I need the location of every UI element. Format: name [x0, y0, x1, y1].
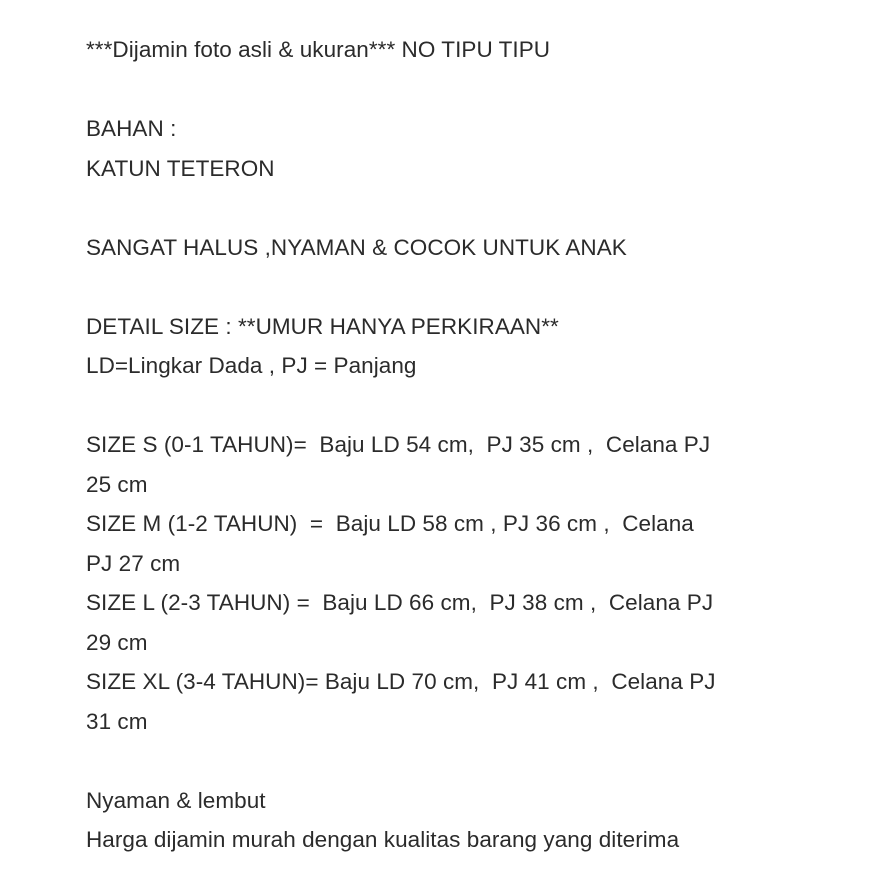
size-entry-xl: [86, 662, 806, 741]
size-legend: LD=Lingkar Dada , PJ = Panjang: [86, 353, 417, 378]
size-entry-s: [86, 425, 806, 504]
spacer: [86, 741, 806, 781]
material-heading: BAHAN :: [86, 116, 177, 141]
size-line: SIZE S (0-1 TAHUN)= Baju LD 54 cm, PJ 35 cm , Celana PJ: [86, 432, 711, 457]
intro-text: ***Dijamin foto asli & ukuran*** NO TIPU TIPU: [86, 37, 551, 62]
size-line-continued: 31 cm: [86, 708, 148, 734]
feature-text: SANGAT HALUS ,NYAMAN & COCOK UNTUK ANAK: [86, 234, 627, 260]
size-line-continued: PJ 27 cm: [86, 550, 181, 576]
closing-text: Harga dijamin murah dengan kualitas barang yang diterima: [86, 827, 680, 852]
size-line: SIZE L (2-3 TAHUN) = Baju LD 66 cm, PJ 38 cm , Celana PJ: [86, 590, 714, 615]
size-line-continued: 25 cm: [86, 471, 148, 497]
spacer: [86, 267, 806, 307]
size-list: [86, 425, 806, 741]
material-value: KATUN TETERON: [86, 155, 275, 181]
product-description: [86, 30, 806, 860]
size-heading: DETAIL SIZE : **UMUR HANYA PERKIRAAN**: [86, 313, 559, 339]
size-entry-m: [86, 504, 806, 583]
size-line: SIZE M (1-2 TAHUN) = Baju LD 58 cm , PJ 36 cm , Celana: [86, 511, 694, 536]
spacer: [86, 386, 806, 426]
spacer: [86, 70, 806, 110]
size-line-continued: 29 cm: [86, 629, 148, 655]
spacer: [86, 188, 806, 228]
size-line: SIZE XL (3-4 TAHUN)= Baju LD 70 cm, PJ 41 cm , Celana PJ: [86, 669, 716, 694]
closing-text: Nyaman & lembut: [86, 787, 266, 813]
size-entry-l: [86, 583, 806, 662]
